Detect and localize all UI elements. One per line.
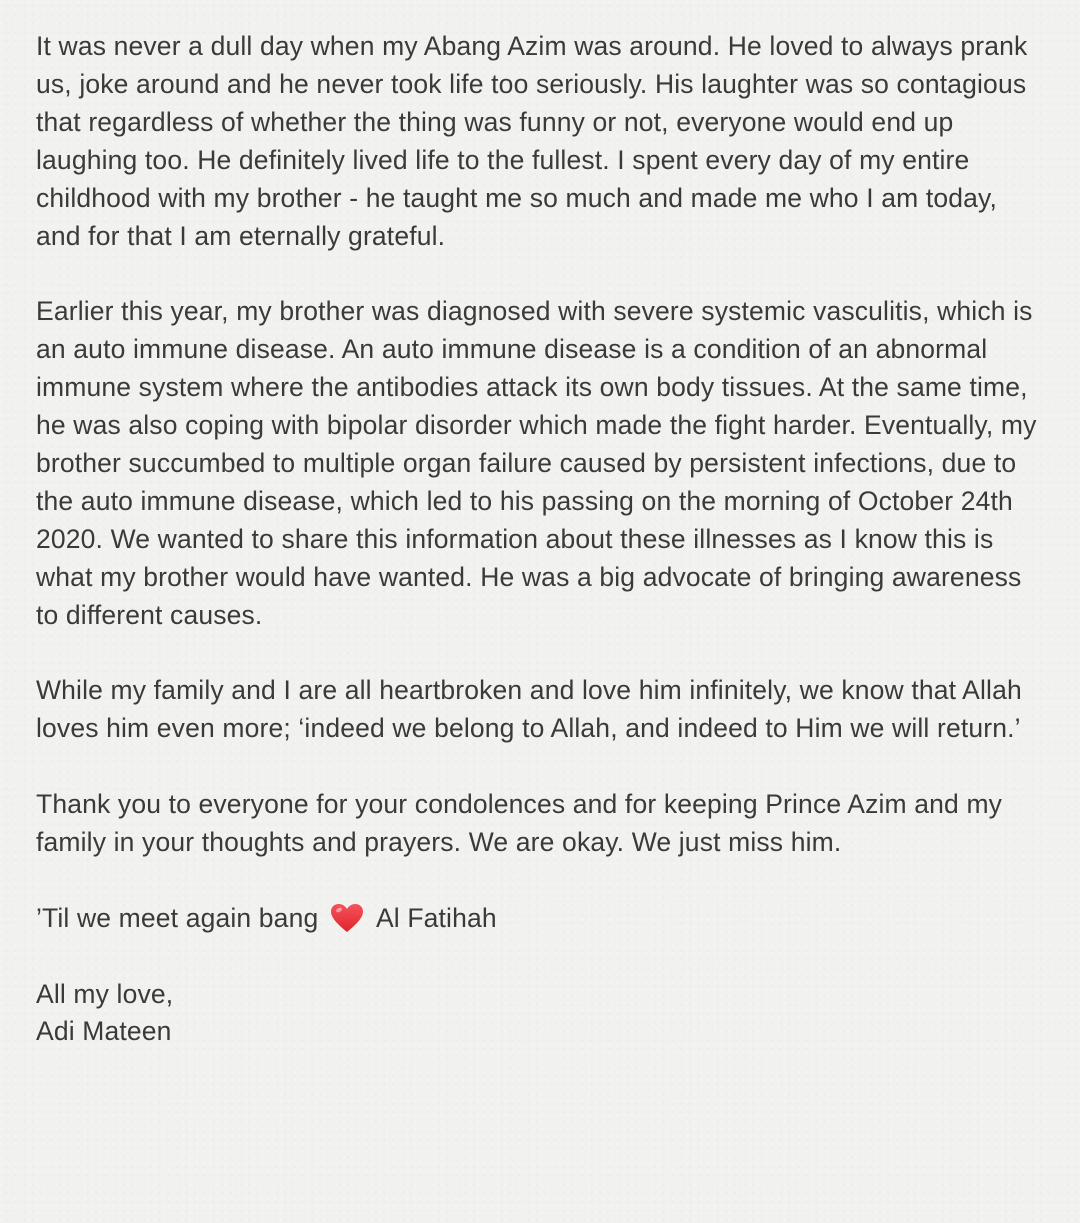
paragraph-1: It was never a dull day when my Abang Azim was around. He loved to always prank us, joke around and he never took life too seriously. His laughter was so contagious that regardless of whether the thing was funny or not, everyone would end up laughing too. He definitely lived life to the fullest. I spent every day of my entire childhood with my brother - he taught me so much and made me who I am today, and for that I am eternally grateful. — [36, 31, 1028, 251]
farewell-line — [36, 900, 1046, 938]
note-body — [36, 28, 1046, 1051]
red-heart-icon — [330, 903, 364, 933]
paragraph-2: Earlier this year, my brother was diagnosed with severe systemic vasculitis, which is an auto immune disease. An auto immune disease is a condition of an abnormal immune system where the antibodies attack its own body tissues. At the same time, he was also coping with bipolar disorder which made the fight harder. Eventually, my brother succumbed to multiple organ failure caused by persistent infections, due to the auto immune disease, which led to his passing on the morning of October 24th 2020. We wanted to share this information about these illnesses as I know this is what my brother would have wanted. He was a big advocate of bringing awareness to different causes. — [36, 296, 1037, 630]
farewell-prayer: Al Fatihah — [375, 902, 497, 933]
signature: Adi Mateen — [36, 1016, 172, 1047]
closing-line: All my love, — [36, 978, 174, 1009]
paragraph-3: While my family and I are all heartbroken and love him infinitely, we know that Allah loves him even more; ‘indeed we belong to Allah, and indeed to Him we will return.’ — [36, 675, 1022, 744]
farewell-text: ’Til we meet again bang — [36, 902, 319, 933]
paragraph-4: Thank you to everyone for your condolences and for keeping Prince Azim and my family in your thoughts and prayers. We are okay. We just miss him. — [36, 789, 1003, 857]
